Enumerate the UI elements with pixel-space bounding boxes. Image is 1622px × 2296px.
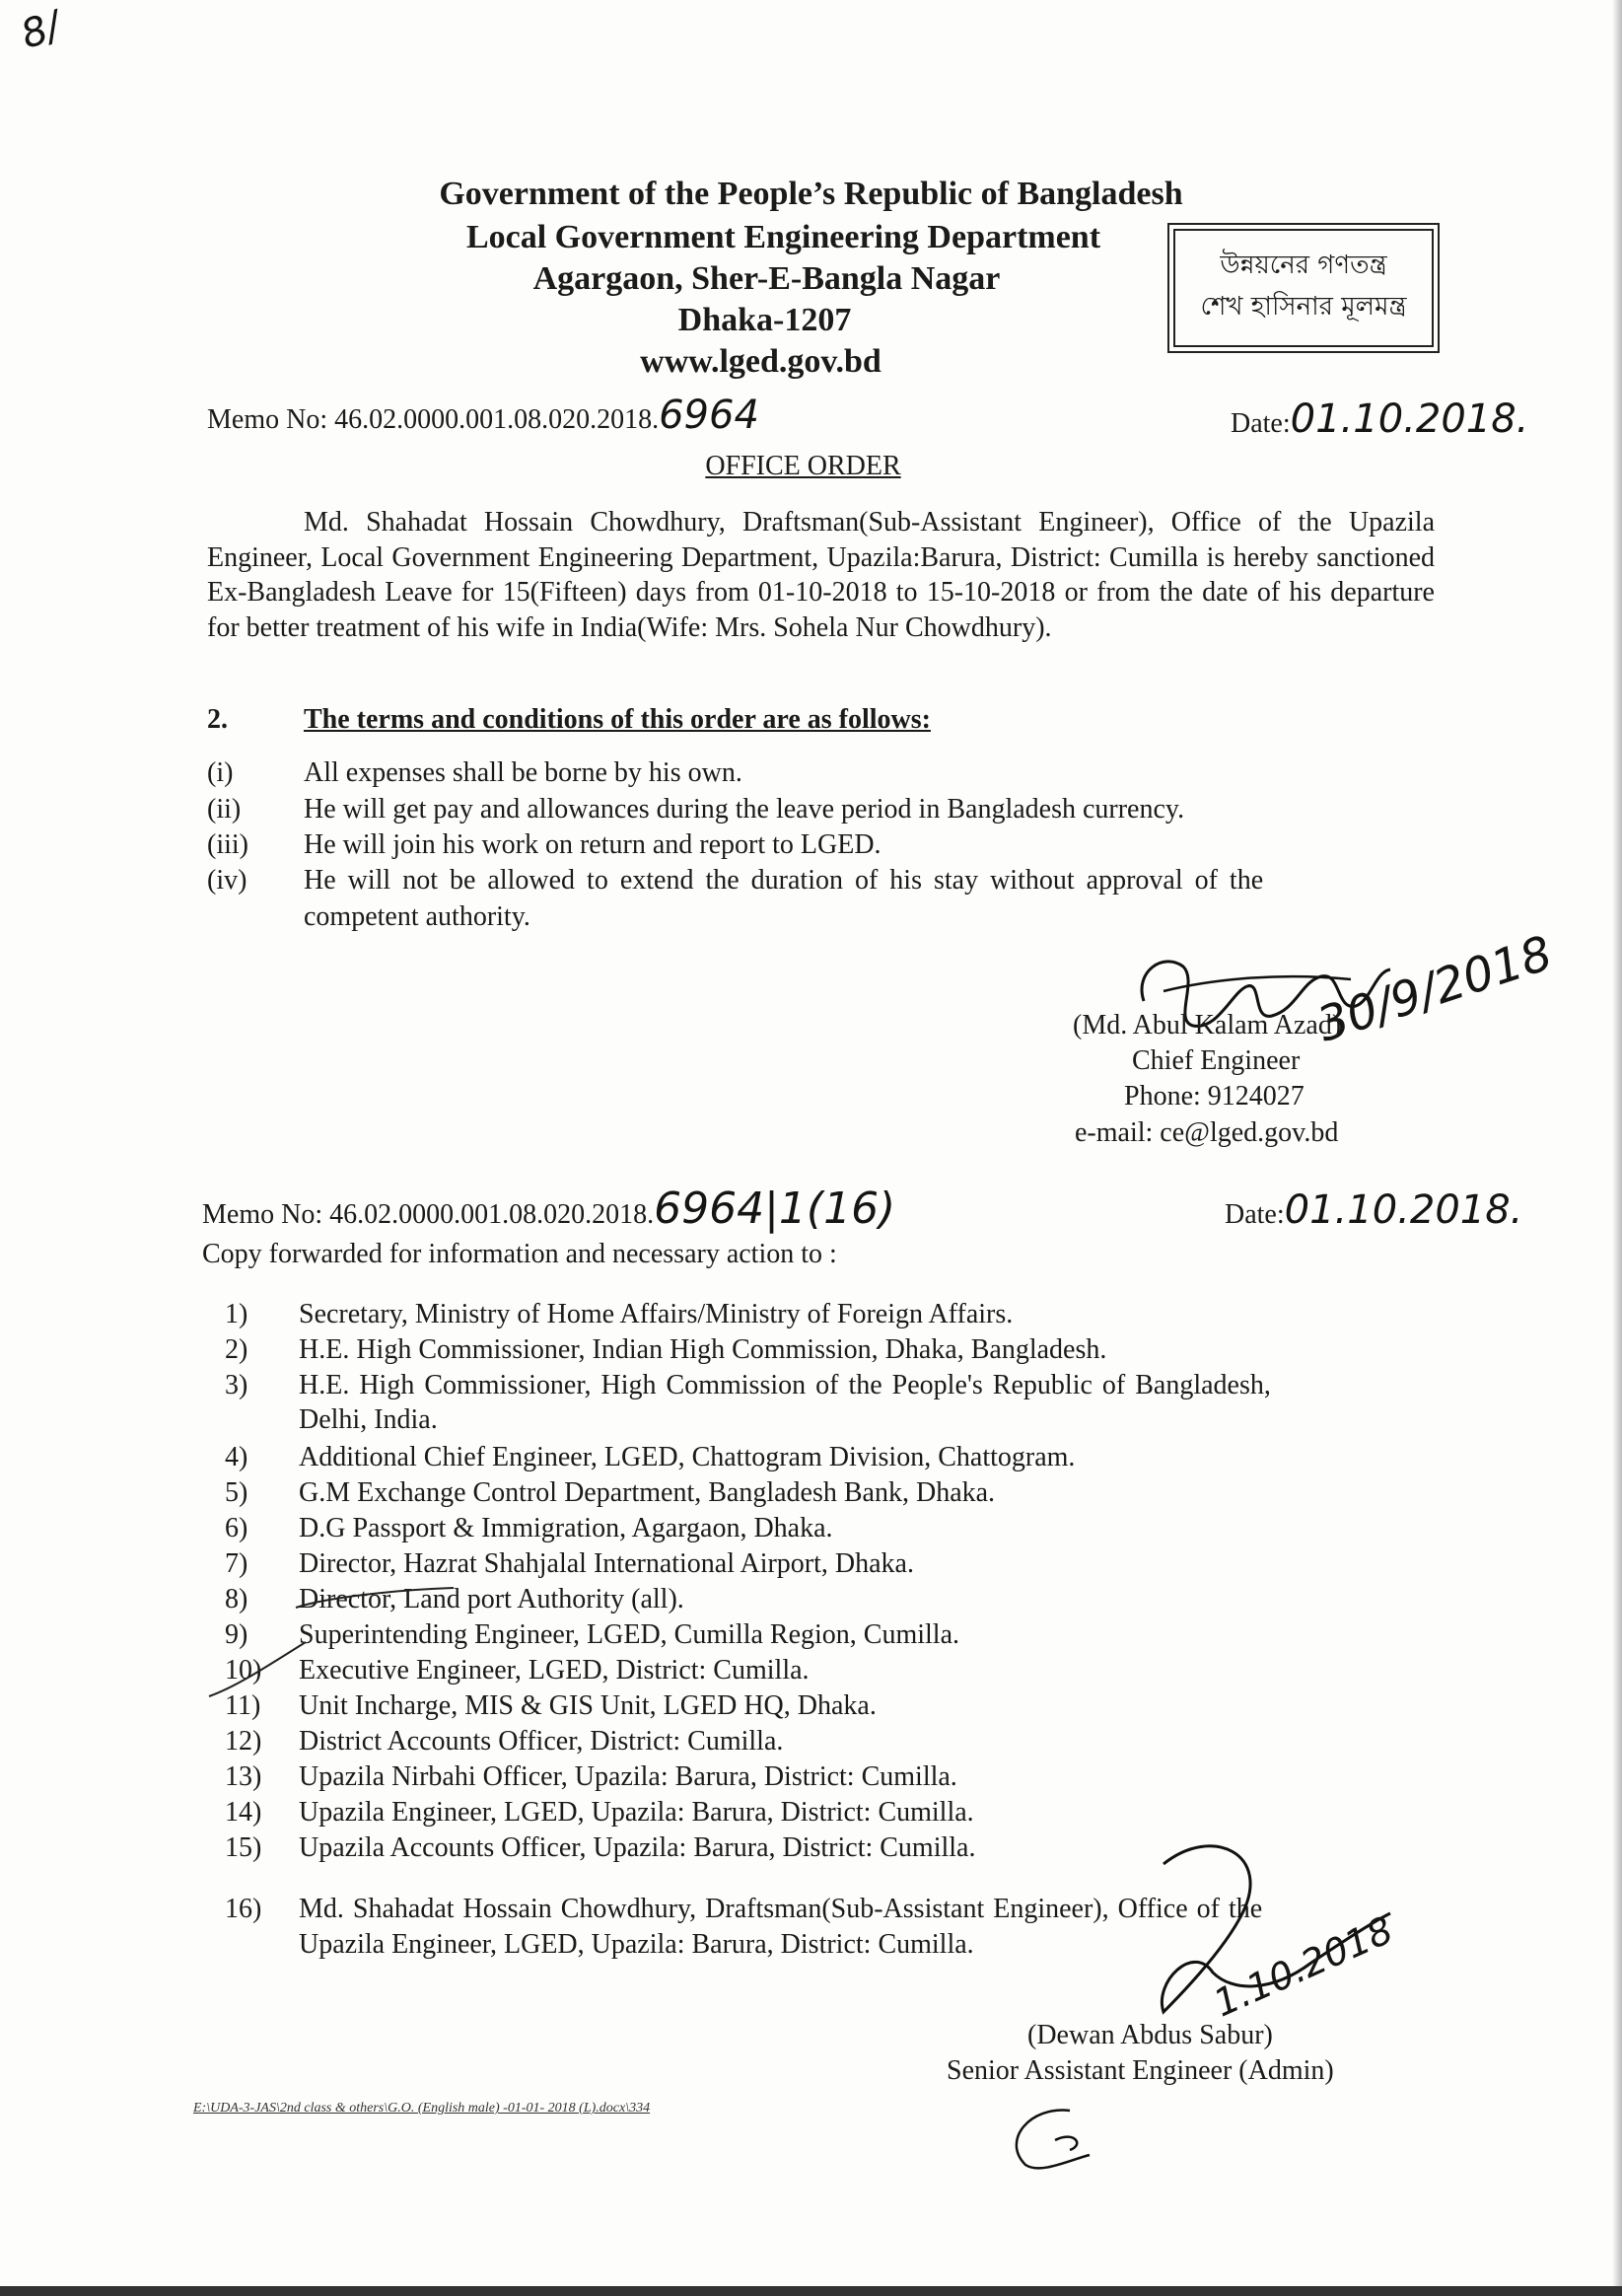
motto-box <box>1173 229 1434 347</box>
recipient-num: 11) <box>225 1690 261 1721</box>
recipient-num: 14) <box>225 1797 262 1828</box>
recipient-text: Md. Shahadat Hossain Chowdhury, Draftsman(Sub-Assistant Engineer), Office of the <box>299 1894 1263 1924</box>
recipient-text: District Accounts Officer, District: Cumilla. <box>299 1726 784 1757</box>
memo1-label: Memo No: 46.02.0000.001.08.020.2018. <box>207 404 660 435</box>
header-line1: Government of the People’s Republic of Bangladesh <box>439 176 1183 212</box>
recipient-text: Unit Incharge, MIS & GIS Unit, LGED HQ, Dhaka. <box>299 1690 877 1721</box>
recipient-num: 12) <box>225 1726 262 1757</box>
motto-line1: উন্নয়নের গণতন্ত্র <box>1220 251 1387 280</box>
signatory2-name: (Dewan Abdus Sabur) <box>1027 2020 1273 2050</box>
handwritten-initials <box>1001 2101 1119 2180</box>
signatory1-email: e-mail: ce@lged.gov.bd <box>1075 1117 1339 1148</box>
signatory1-name: (Md. Abul Kalam Azad) <box>1073 1010 1342 1040</box>
recipient-text: H.E. High Commissioner, Indian High Commission, Dhaka, Bangladesh. <box>299 1334 1107 1365</box>
term-text: He will not be allowed to extend the duration of his stay without approval of the <box>304 865 1264 896</box>
header-line3: Agargaon, Sher-E-Bangla Nagar <box>532 260 1001 297</box>
terms-number: 2. <box>207 704 228 735</box>
recipient-text: D.G Passport & Immigration, Agargaon, Dhaka. <box>299 1513 833 1543</box>
recipient-num: 7) <box>225 1548 248 1579</box>
recipient-text: Secretary, Ministry of Home Affairs/Ministry of Foreign Affairs. <box>299 1299 1014 1329</box>
recipient-text: Director, Hazrat Shahjalal International Airport, Dhaka. <box>299 1548 914 1579</box>
memo1-date-label: Date: <box>1231 408 1291 439</box>
handwritten-strike-marks <box>197 1568 710 1716</box>
signatory2-title: Senior Assistant Engineer (Admin) <box>947 2055 1334 2086</box>
recipient-num: 2) <box>225 1334 248 1365</box>
recipient-num: 9) <box>225 1619 248 1650</box>
order-title: OFFICE ORDER <box>705 451 901 481</box>
recipient-num: 1) <box>225 1299 248 1329</box>
recipient-num: 15) <box>225 1832 262 1863</box>
term-num: (iv) <box>207 865 247 896</box>
recipient-text: Upazila Nirbahi Officer, Upazila: Barura, District: Cumilla. <box>299 1761 957 1792</box>
order-body-text: Md. Shahadat Hossain Chowdhury, Draftsman(Sub-Assistant Engineer), Office of the Upazila Engineer, Local Government Engineering Department, Upazila:Barura, District: Cumilla is hereby sanctioned Ex-Bangladesh Leave for 15(Fifteen) days from 01-10-2018 to 15-10-2018 or from the date of his departure for better treatment of his wife in India(Wife: Mrs. Sohela Nur Chowdhury). <box>207 507 1435 643</box>
header-government <box>0 176 1622 213</box>
website-link: www.lged.gov.bd <box>640 343 882 380</box>
corner-handwritten-mark: 8/ <box>15 3 67 58</box>
memo2-date <box>1225 1187 1522 1233</box>
term-text: All expenses shall be borne by his own. <box>304 757 742 788</box>
recipient-text: Superintending Engineer, LGED, Cumilla Region, Cumilla. <box>299 1619 960 1650</box>
recipient-num: 8) <box>225 1584 248 1614</box>
recipient-num: 3) <box>225 1370 248 1400</box>
memo2-date-value: 01.10.2018. <box>1284 1187 1523 1233</box>
term-text: He will join his work on return and report to LGED. <box>304 829 882 860</box>
signatory1-phone: Phone: 9124027 <box>1124 1081 1305 1112</box>
recipient-text: G.M Exchange Control Department, Bangladesh Bank, Dhaka. <box>299 1477 996 1508</box>
term-num: (iii) <box>207 829 248 860</box>
terms-heading: The terms and conditions of this order are as follows: <box>304 704 931 735</box>
recipient-text: H.E. High Commissioner, High Commission of the People's Republic of Bangladesh, <box>299 1370 1271 1400</box>
recipient-num: 16) <box>225 1894 262 1924</box>
recipient-num: 6) <box>225 1513 248 1543</box>
scan-bottom-edge <box>0 2286 1622 2296</box>
signature-date-2: 1.10.2018 <box>1207 1907 1399 2026</box>
recipient-num: 4) <box>225 1442 248 1472</box>
recipient-item-continued: Upazila Engineer, LGED, Upazila: Barura, District: Cumilla. <box>299 1929 974 1960</box>
recipient-text: Upazila Engineer, LGED, Upazila: Barura, District: Cumilla. <box>299 1797 974 1828</box>
memo1-number: 6964 <box>659 393 759 438</box>
recipient-num: 10) <box>225 1655 262 1686</box>
memo2-label: Memo No: 46.02.0000.001.08.020.2018. <box>202 1199 655 1230</box>
term-num: (i) <box>207 757 234 788</box>
recipient-text: Director, Land port Authority (all). <box>299 1584 684 1614</box>
memo1-date <box>1231 396 1528 442</box>
recipient-item-continued: Delhi, India. <box>299 1404 438 1435</box>
signature-date-1: 30/9/2018 <box>1310 925 1559 1053</box>
recipient-text: Additional Chief Engineer, LGED, Chattogram Division, Chattogram. <box>299 1442 1076 1472</box>
header-website <box>0 343 1572 381</box>
copy-intro: Copy forwarded for information and necessary action to : <box>202 1239 837 1269</box>
order-body <box>207 505 1435 645</box>
memo2-number: 6964|1(16) <box>654 1184 896 1234</box>
memo1-line <box>207 393 759 438</box>
header-line4: Dhaka-1207 <box>677 302 852 338</box>
term-item-continued: competent authority. <box>304 901 530 932</box>
recipient-num: 5) <box>225 1477 248 1508</box>
recipient-text: Upazila Accounts Officer, Upazila: Barura, District: Cumilla. <box>299 1832 976 1863</box>
memo1-date-value: 01.10.2018. <box>1290 396 1529 442</box>
scan-edge-shadow <box>1612 0 1622 2296</box>
term-num: (ii) <box>207 794 242 825</box>
footer-file-path: E:\UDA-3-JAS\2nd class & others\G.O. (English male) -01-01- 2018 (L).docx\334 <box>193 2101 651 2116</box>
recipient-num: 13) <box>225 1761 262 1792</box>
term-text: He will get pay and allowances during the leave period in Bangladesh currency. <box>304 794 1185 825</box>
header-line2: Local Government Engineering Department <box>465 219 1101 255</box>
memo2-line <box>202 1184 895 1234</box>
recipient-text: Executive Engineer, LGED, District: Cumilla. <box>299 1655 810 1686</box>
memo2-date-label: Date: <box>1225 1199 1285 1230</box>
motto-line2: শেখ হাসিনার মূলমন্ত্র <box>1200 292 1407 322</box>
signatory1-title: Chief Engineer <box>1132 1045 1301 1076</box>
